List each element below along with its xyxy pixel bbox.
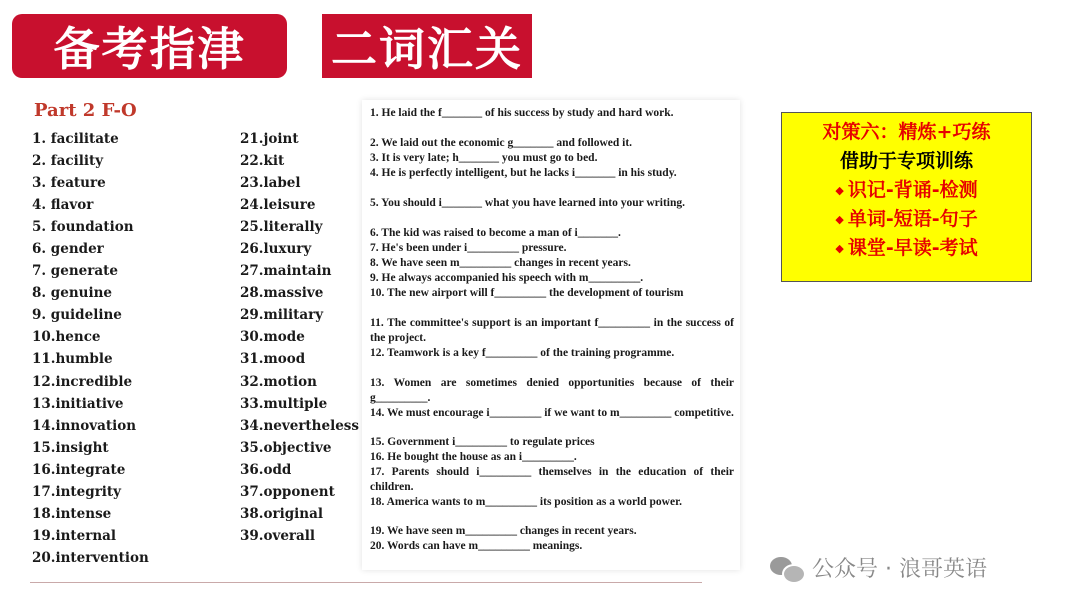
word-item: 19.internal <box>32 527 117 544</box>
word-item: 28.massive <box>240 285 324 302</box>
sentence-item: 20. Words can have m_________ meanings. <box>370 540 583 552</box>
strategy-title: 对策六：精炼+巧练 <box>822 121 991 143</box>
word-item: 12.incredible <box>32 373 133 390</box>
word-item: 30.mode <box>240 329 305 346</box>
word-item: 36.odd <box>240 461 292 478</box>
bottom-divider <box>30 582 702 583</box>
word-item: 11.humble <box>32 351 113 368</box>
word-item: 18.intense <box>32 505 112 522</box>
sentence-item: 5. You should i_______ what you have learned into your writing. <box>370 197 686 209</box>
word-item: 20.intervention <box>32 549 149 566</box>
word-item: 32.motion <box>240 373 317 390</box>
sentence-item: 4. He is perfectly intelligent, but he lacks i_______ in his study. <box>370 167 677 179</box>
word-item: 7. generate <box>32 263 118 280</box>
diamond-bullet-icon: ◆ <box>835 242 844 255</box>
header-tag-vocabulary: 二词汇关 <box>322 14 532 78</box>
word-item: 27.maintain <box>240 263 332 280</box>
word-item: 23.label <box>240 175 301 192</box>
wechat-icon <box>770 555 804 581</box>
word-item: 4. flavor <box>32 197 94 214</box>
sentence-item: 8. We have seen m_________ changes in recent years. <box>370 257 631 269</box>
word-item: 39.overall <box>240 527 316 544</box>
sentence-item: 14. We must encourage i_________ if we want to m_________ competitive. <box>370 407 734 419</box>
strategy-subtitle: 借助于专项训练 <box>839 150 973 172</box>
word-list-title: Part 2 F-O <box>34 100 137 121</box>
word-item: 3. feature <box>32 175 106 192</box>
word-item: 31.mood <box>240 351 306 368</box>
sentence-item: 18. America wants to m_________ its position as a world power. <box>370 496 682 508</box>
strategy-item <box>782 176 1031 205</box>
word-item: 15.insight <box>32 439 109 456</box>
sentence-item: 11. The committee's support is an important f_________ in the success of the project. <box>370 317 734 344</box>
watermark <box>770 552 987 583</box>
diamond-bullet-icon: ◆ <box>835 213 844 226</box>
word-item: 9. guideline <box>32 307 122 324</box>
word-item: 35.objective <box>240 439 332 456</box>
word-item: 13.initiative <box>32 395 124 412</box>
word-item: 29.military <box>240 307 324 324</box>
strategy-item-label: 课堂-早读-考试 <box>847 237 978 259</box>
watermark-text: 公众号 · 浪哥英语 <box>812 557 987 582</box>
word-item: 34.nevertheless <box>240 417 359 434</box>
sentence-item: 9. He always accompanied his speech with m_________. <box>370 272 644 284</box>
word-item: 37.opponent <box>240 483 335 500</box>
word-item: 25.literally <box>240 219 323 236</box>
sentence-item: 10. The new airport will f_________ the development of tourism <box>370 287 684 299</box>
sentence-item: 17. Parents should i_________ themselves in the education of their children. <box>370 466 734 493</box>
word-item: 16.integrate <box>32 461 126 478</box>
word-column-2 <box>240 128 359 547</box>
strategy-box <box>781 112 1032 282</box>
diamond-bullet-icon: ◆ <box>835 184 844 197</box>
word-item: 24.leisure <box>240 197 316 214</box>
strategy-item-label: 单词-短语-句子 <box>847 208 978 230</box>
sentence-item: 3. It is very late; h_______ you must go to bed. <box>370 152 598 164</box>
word-item: 5. foundation <box>32 219 134 236</box>
sentence-item: 2. We laid out the economic g_______ and followed it. <box>370 137 633 149</box>
word-item: 8. genuine <box>32 285 112 302</box>
word-item: 17.integrity <box>32 483 122 500</box>
word-item: 21.joint <box>240 131 299 147</box>
sentence-exercise-panel <box>362 100 740 570</box>
word-item: 26.luxury <box>240 241 312 258</box>
sentence-item: 13. Women are sometimes denied opportunities because of their g_________. <box>370 377 734 404</box>
sentence-item: 6. The kid was raised to become a man of i_______. <box>370 227 621 239</box>
sentence-item: 16. He bought the house as an i_________. <box>370 451 577 463</box>
word-item: 14.innovation <box>32 417 137 434</box>
strategy-item <box>782 234 1031 263</box>
strategy-item-label: 识记-背诵-检测 <box>847 179 978 201</box>
strategy-item <box>782 205 1031 234</box>
sentence-item: 19. We have seen m_________ changes in recent years. <box>370 525 637 537</box>
word-item: 38.original <box>240 505 323 522</box>
word-item: 22.kit <box>240 153 285 170</box>
sentence-item: 15. Government i_________ to regulate prices <box>370 436 595 448</box>
word-column-1 <box>32 128 149 569</box>
word-item: 10.hence <box>32 329 101 346</box>
word-item: 33.multiple <box>240 395 328 412</box>
word-item: 2. facility <box>32 153 104 170</box>
sentence-item: 7. He's been under i_________ pressure. <box>370 242 567 254</box>
header-tag-exam-guide: 备考指津 <box>12 14 287 78</box>
word-item: 1. facilitate <box>32 131 119 147</box>
word-item: 6. gender <box>32 241 104 258</box>
sentence-item: 12. Teamwork is a key f_________ of the training programme. <box>370 347 675 359</box>
sentence-item: 1. He laid the f_______ of his success by study and hard work. <box>370 107 674 119</box>
word-list-panel <box>28 96 358 578</box>
